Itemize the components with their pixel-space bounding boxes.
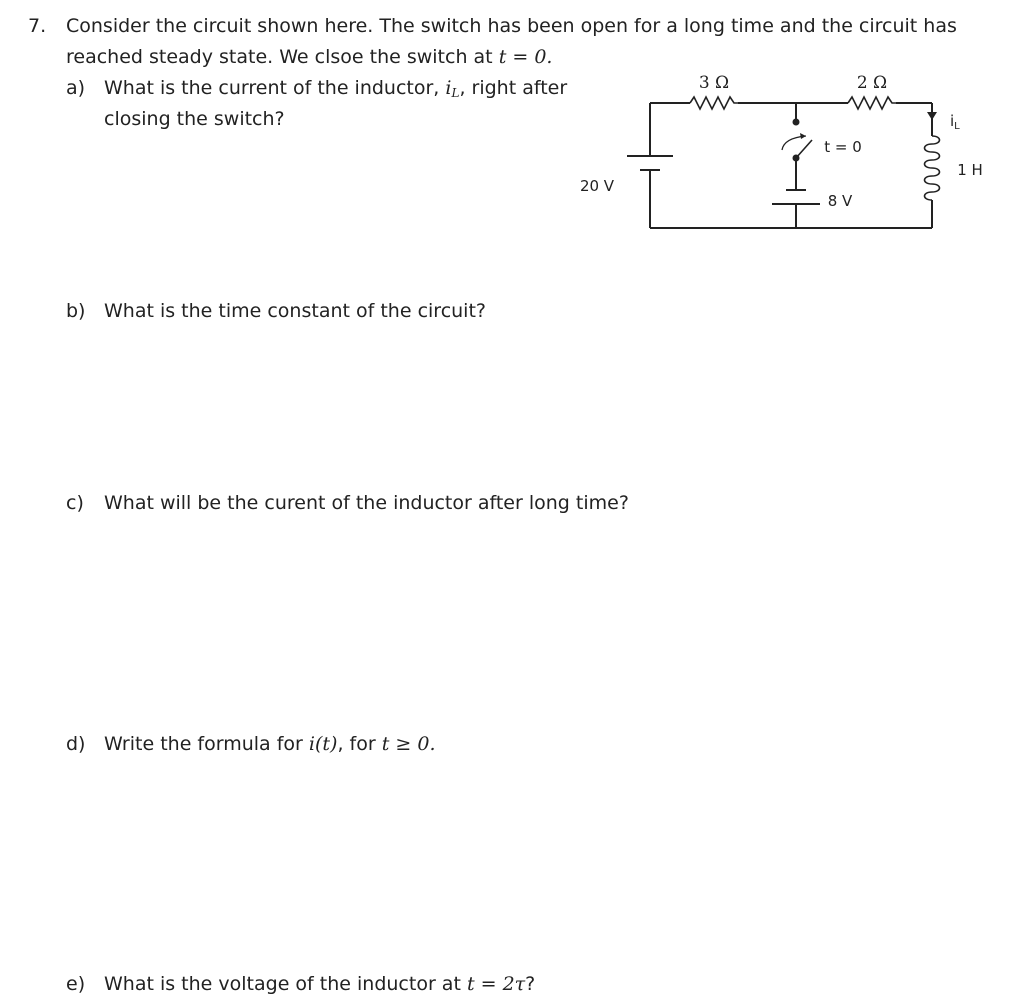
label-switch-time: t = 0 — [824, 138, 862, 156]
label-2ohm: 2 Ω — [856, 73, 888, 93]
label-current-sub: L — [954, 121, 960, 132]
battery-20v-symbol — [627, 156, 673, 170]
part-d-label: d) — [66, 733, 86, 755]
inductor-1h-symbol — [925, 136, 940, 200]
part-d-line — [104, 731, 435, 757]
part-e-math: t = 2τ — [466, 973, 526, 995]
intro-line2-text: reached steady state. We clsoe the switch at — [66, 46, 493, 68]
part-e-text-post: ? — [525, 973, 536, 995]
part-a-text: What is the current of the inductor, — [104, 77, 440, 99]
part-a-line1 — [104, 75, 567, 101]
current-arrow-icon — [927, 112, 937, 120]
label-20v: 20 V — [579, 177, 615, 195]
part-a-line2: closing the switch? — [104, 108, 285, 130]
part-d-math2: t ≥ 0. — [381, 733, 436, 755]
part-a-label: a) — [66, 77, 86, 99]
circuit-wires — [650, 103, 932, 228]
part-e-line — [104, 971, 535, 997]
label-1h: 1 H — [957, 161, 983, 179]
resistor-3ohm-symbol — [690, 97, 738, 109]
battery-8v-symbol — [772, 190, 820, 204]
question-intro-line1: Consider the circuit shown here. The switch has been open for a long time and the circuit has — [66, 15, 957, 37]
label-current-il — [950, 112, 960, 132]
part-d-text: Write the formula for — [104, 733, 303, 755]
part-a-math-var: i — [445, 77, 452, 99]
part-b-label: b) — [66, 300, 86, 322]
part-c-label: c) — [66, 492, 84, 514]
part-e-label: e) — [66, 973, 86, 995]
intro-line2-math: t = 0. — [498, 46, 553, 68]
part-a-text-post: , right after — [459, 77, 568, 99]
resistor-2ohm-symbol — [848, 97, 896, 109]
part-b-text: What is the time constant of the circuit? — [104, 300, 486, 322]
part-a-math-sub: L — [451, 86, 460, 100]
question-intro-line2 — [66, 44, 552, 70]
label-8v: 8 V — [827, 192, 853, 210]
circuit-diagram — [560, 60, 1010, 250]
part-d-math1: i(t) — [308, 733, 338, 755]
label-3ohm: 3 Ω — [698, 73, 730, 93]
switch-symbol — [782, 119, 812, 162]
question-number: 7. — [28, 15, 47, 37]
part-e-text: What is the voltage of the inductor at — [104, 973, 461, 995]
part-d-text-mid: , for — [337, 733, 376, 755]
label-current-var: i — [950, 112, 955, 130]
part-c-text: What will be the curent of the inductor after long time? — [104, 492, 629, 514]
